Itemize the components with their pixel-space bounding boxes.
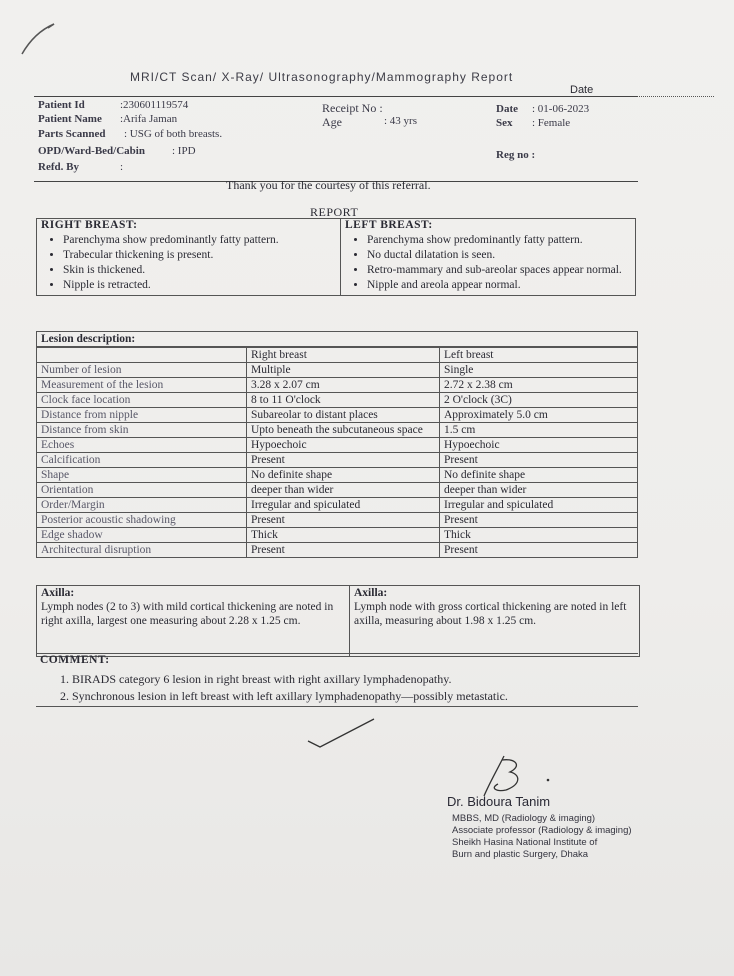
- left-breast-item: • No ductal dilatation is seen.: [367, 248, 631, 263]
- table-row: [37, 468, 638, 483]
- right-breast-item: • Nipple is retracted.: [63, 278, 336, 293]
- table-row: [37, 438, 638, 453]
- comment-title: COMMENT:: [40, 654, 110, 666]
- right-value: No definite shape: [247, 468, 440, 483]
- axilla-section: [36, 585, 640, 657]
- right-value: Present: [247, 513, 440, 528]
- left-breast-item: • Parenchyma show predominantly fatty pattern.: [367, 233, 631, 248]
- patient-name-label: Patient Name: [38, 113, 102, 125]
- credential-line: Sheikh Hasina National Institute of: [452, 837, 598, 848]
- row-label: Order/Margin: [37, 498, 247, 513]
- axilla-right: [41, 586, 341, 628]
- age-value: : 43 yrs: [384, 115, 417, 127]
- right-value: Present: [247, 453, 440, 468]
- credential-line: Burn and plastic Surgery, Dhaka: [452, 849, 589, 860]
- lesion-section: [36, 331, 638, 558]
- axilla-left: [349, 586, 639, 656]
- left-value: 2.72 x 2.38 cm: [440, 378, 638, 393]
- row-label: Shape: [37, 468, 247, 483]
- table-row: [37, 423, 638, 438]
- left-value: Approximately 5.0 cm: [440, 408, 638, 423]
- table-row: [37, 408, 638, 423]
- table-row: [37, 393, 638, 408]
- right-value: Thick: [247, 528, 440, 543]
- left-value: 1.5 cm: [440, 423, 638, 438]
- left-breast-list: [345, 233, 631, 293]
- right-value: 8 to 11 O'clock: [247, 393, 440, 408]
- right-breast-cell: [37, 219, 341, 296]
- refd-value: :: [120, 161, 124, 173]
- row-label: Distance from skin: [37, 423, 247, 438]
- left-breast-title: LEFT BREAST:: [345, 219, 433, 231]
- left-value: Hypoechoic: [440, 438, 638, 453]
- right-value: Irregular and spiculated: [247, 498, 440, 513]
- right-breast-title: RIGHT BREAST:: [41, 219, 138, 231]
- sex-value: : Female: [532, 117, 571, 129]
- credential-line: Associate professor (Radiology & imaging): [452, 825, 632, 836]
- table-row: [37, 498, 638, 513]
- comment-item: 1. BIRADS category 6 lesion in right breast with right axillary lymphadenopathy.: [60, 672, 452, 686]
- table-row: [37, 483, 638, 498]
- right-breast-list: [41, 233, 336, 293]
- row-label: Architectural disruption: [37, 543, 247, 558]
- table-row: [37, 543, 638, 558]
- left-value: 2 O'clock (3C): [440, 393, 638, 408]
- report-header-title: MRI/CT Scan/ X-Ray/ Ultrasonography/Mammography Report: [130, 70, 514, 84]
- row-label: Calcification: [37, 453, 247, 468]
- left-value: Irregular and spiculated: [440, 498, 638, 513]
- row-label: Distance from nipple: [37, 408, 247, 423]
- left-value: Thick: [440, 528, 638, 543]
- comment-item: 2. Synchronous lesion in left breast with left axillary lymphadenopathy—possibly metastatic.: [60, 689, 508, 703]
- sex-label: Sex: [496, 117, 513, 129]
- comment-section: [36, 653, 638, 707]
- table-row: [37, 528, 638, 543]
- receipt-label: Receipt No :: [322, 101, 383, 115]
- row-label: Orientation: [37, 483, 247, 498]
- axilla-right-text: Lymph nodes (2 to 3) with mild cortical thickening are noted in right axilla, largest one measuring about 2.28 x 1.25 cm.: [41, 601, 334, 627]
- row-label: Measurement of the lesion: [37, 378, 247, 393]
- left-value: Single: [440, 363, 638, 378]
- row-label: Clock face location: [37, 393, 247, 408]
- right-value: 3.28 x 2.07 cm: [247, 378, 440, 393]
- doctor-name: Dr. Bidoura Tanim: [447, 794, 551, 809]
- right-breast-item: • Trabecular thickening is present.: [63, 248, 336, 263]
- patient-id-value: :230601119574: [120, 99, 189, 111]
- table-row: [37, 378, 638, 393]
- right-breast-item: • Skin is thickened.: [63, 263, 336, 278]
- right-value: Multiple: [247, 363, 440, 378]
- table-row: [37, 453, 638, 468]
- right-value: Hypoechoic: [247, 438, 440, 453]
- left-breast-item: • Nipple and areola appear normal.: [367, 278, 631, 293]
- check-mark-icon: [300, 715, 380, 755]
- table-row: [37, 363, 638, 378]
- left-value: Present: [440, 453, 638, 468]
- left-value: Present: [440, 543, 638, 558]
- col-right-breast: Right breast: [247, 348, 440, 363]
- row-label: Edge shadow: [37, 528, 247, 543]
- parts-scanned-label: Parts Scanned: [38, 128, 106, 140]
- lesion-table: [36, 347, 638, 558]
- corner-mark-icon: [10, 10, 60, 60]
- refd-label: Refd. By: [38, 161, 79, 173]
- date-value: : 01-06-2023: [532, 103, 590, 115]
- left-breast-item: • Retro-mammary and sub-areolar spaces appear normal.: [367, 263, 631, 278]
- patient-id-label: Patient Id: [38, 99, 85, 111]
- date-top-label: Date: [570, 84, 594, 96]
- thanks-text: Thank you for the courtesy of this referral.: [226, 178, 431, 192]
- report-title: REPORT: [310, 205, 359, 219]
- opd-label: OPD/Ward-Bed/Cabin: [38, 145, 145, 157]
- left-breast-cell: [341, 219, 636, 296]
- lesion-title: Lesion description:: [36, 331, 638, 347]
- reg-no-label: Reg no :: [496, 149, 536, 161]
- left-value: No definite shape: [440, 468, 638, 483]
- date-label: Date: [496, 103, 518, 115]
- table-row: [37, 513, 638, 528]
- right-value: Upto beneath the subcutaneous space: [247, 423, 440, 438]
- axilla-left-text: Lymph node with gross cortical thickening are noted in left axilla, measuring about 1.98 x 1.25 cm.: [354, 601, 627, 627]
- left-value: Present: [440, 513, 638, 528]
- patient-info-box: [34, 96, 638, 182]
- left-value: deeper than wider: [440, 483, 638, 498]
- right-value: deeper than wider: [247, 483, 440, 498]
- credential-line: MBBS, MD (Radiology & imaging): [452, 813, 596, 824]
- row-label: Number of lesion: [37, 363, 247, 378]
- row-label: Posterior acoustic shadowing: [37, 513, 247, 528]
- breast-findings-table: [36, 218, 636, 296]
- col-left-breast: Left breast: [440, 348, 638, 363]
- axilla-left-title: Axilla:: [354, 587, 388, 599]
- opd-value: : IPD: [172, 145, 196, 157]
- axilla-right-title: Axilla:: [41, 587, 75, 599]
- right-value: Present: [247, 543, 440, 558]
- lesion-header-row: [37, 348, 638, 363]
- row-label: Echoes: [37, 438, 247, 453]
- age-label: Age: [322, 115, 342, 129]
- doctor-credentials: [452, 813, 722, 861]
- parts-scanned-value: : USG of both breasts.: [124, 128, 223, 140]
- right-value: Subareolar to distant places: [247, 408, 440, 423]
- patient-name-value: :Arifa Jaman: [120, 113, 178, 125]
- right-breast-item: • Parenchyma show predominantly fatty pattern.: [63, 233, 336, 248]
